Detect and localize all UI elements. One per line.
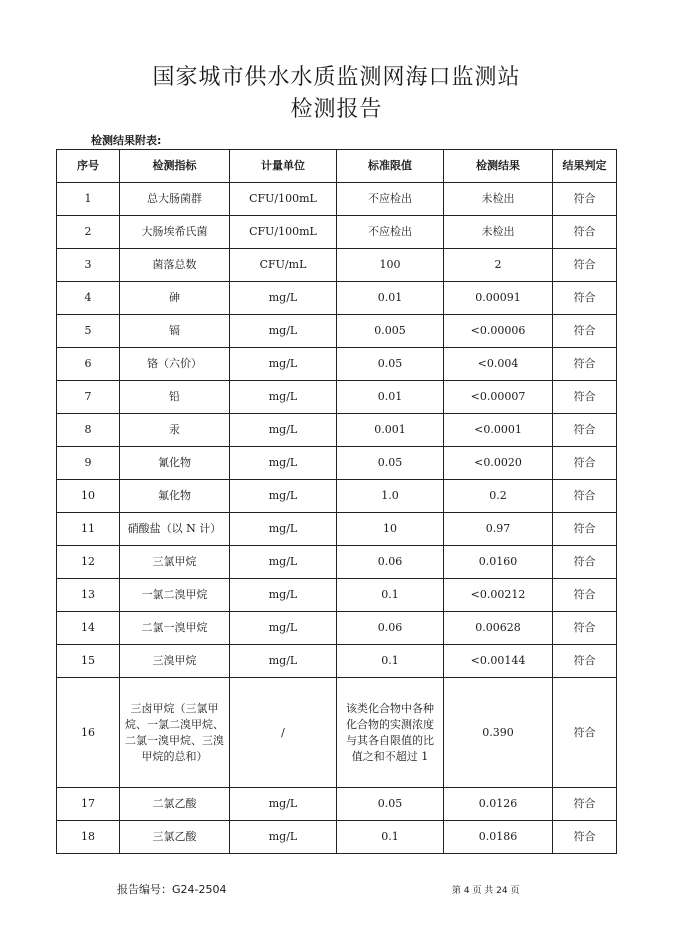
cell-indicator: 二氯乙酸	[120, 788, 230, 821]
cell-index: 9	[57, 447, 120, 480]
table-row	[57, 249, 617, 282]
cell-index: 15	[57, 645, 120, 678]
cell-unit: mg/L	[230, 579, 337, 612]
cell-indicator: 铅	[120, 381, 230, 414]
table-row	[57, 414, 617, 447]
cell-judgement: 符合	[553, 414, 617, 447]
cell-limit: 0.01	[337, 282, 444, 315]
cell-index: 8	[57, 414, 120, 447]
cell-unit: mg/L	[230, 381, 337, 414]
cell-limit: 0.05	[337, 788, 444, 821]
cell-result: 未检出	[444, 216, 553, 249]
table-row	[57, 480, 617, 513]
table-row	[57, 645, 617, 678]
cell-index: 6	[57, 348, 120, 381]
cell-index: 11	[57, 513, 120, 546]
results-table	[56, 149, 617, 854]
cell-result: 未检出	[444, 183, 553, 216]
cell-result: <0.0001	[444, 414, 553, 447]
table-row	[57, 678, 617, 788]
cell-limit: 10	[337, 513, 444, 546]
cell-limit: 0.1	[337, 579, 444, 612]
cell-result: 0.390	[444, 678, 553, 788]
cell-limit: 100	[337, 249, 444, 282]
cell-result: <0.00144	[444, 645, 553, 678]
cell-judgement: 符合	[553, 788, 617, 821]
cell-result: <0.00212	[444, 579, 553, 612]
cell-indicator: 镉	[120, 315, 230, 348]
table-row	[57, 183, 617, 216]
cell-limit: 0.001	[337, 414, 444, 447]
page-info: 第 4 页 共 24 页	[452, 886, 520, 896]
cell-unit: mg/L	[230, 414, 337, 447]
table-row	[57, 546, 617, 579]
cell-indicator: 一氯二溴甲烷	[120, 579, 230, 612]
cell-judgement: 符合	[553, 183, 617, 216]
cell-indicator: 铬（六价）	[120, 348, 230, 381]
cell-judgement: 符合	[553, 249, 617, 282]
cell-indicator: 三溴甲烷	[120, 645, 230, 678]
cell-judgement: 符合	[553, 579, 617, 612]
table-row	[57, 282, 617, 315]
table-row	[57, 216, 617, 249]
cell-indicator: 大肠埃希氏菌	[120, 216, 230, 249]
cell-unit: mg/L	[230, 788, 337, 821]
cell-result: 0.0126	[444, 788, 553, 821]
cell-judgement: 符合	[553, 315, 617, 348]
cell-unit: CFU/100mL	[230, 183, 337, 216]
cell-index: 13	[57, 579, 120, 612]
cell-limit: 0.01	[337, 381, 444, 414]
cell-result: <0.0020	[444, 447, 553, 480]
cell-judgement: 符合	[553, 480, 617, 513]
table-row	[57, 612, 617, 645]
cell-indicator: 氰化物	[120, 447, 230, 480]
table-header-row	[57, 150, 617, 183]
cell-result: <0.00007	[444, 381, 553, 414]
table-body	[57, 183, 617, 854]
cell-indicator: 硝酸盐（以 N 计）	[120, 513, 230, 546]
table-row	[57, 579, 617, 612]
cell-judgement: 符合	[553, 348, 617, 381]
cell-indicator: 三卤甲烷（三氯甲烷、一氯二溴甲烷、二氯一溴甲烷、三溴甲烷的总和）	[120, 678, 230, 788]
cell-result: 0.0186	[444, 821, 553, 854]
table-row	[57, 821, 617, 854]
cell-index: 7	[57, 381, 120, 414]
cell-indicator: 总大肠菌群	[120, 183, 230, 216]
cell-indicator: 砷	[120, 282, 230, 315]
col-header-limit: 标准限值	[337, 150, 444, 183]
cell-unit: CFU/mL	[230, 249, 337, 282]
cell-result: 2	[444, 249, 553, 282]
cell-result: 0.0160	[444, 546, 553, 579]
cell-unit: mg/L	[230, 348, 337, 381]
cell-indicator: 汞	[120, 414, 230, 447]
cell-limit: 该类化合物中各种化合物的实测浓度与其各自限值的比值之和不超过 1	[337, 678, 444, 788]
cell-limit: 0.005	[337, 315, 444, 348]
cell-limit: 0.1	[337, 821, 444, 854]
cell-result: 0.00091	[444, 282, 553, 315]
table-row	[57, 348, 617, 381]
cell-index: 1	[57, 183, 120, 216]
report-title: 国家城市供水水质监测网海口监测站	[152, 65, 521, 90]
cell-limit: 0.06	[337, 546, 444, 579]
cell-indicator: 三氯乙酸	[120, 821, 230, 854]
cell-unit: /	[230, 678, 337, 788]
cell-unit: mg/L	[230, 546, 337, 579]
report-subtitle: 检测报告	[290, 97, 383, 122]
col-header-judgement: 结果判定	[553, 150, 617, 183]
cell-index: 3	[57, 249, 120, 282]
cell-index: 5	[57, 315, 120, 348]
cell-result: 0.97	[444, 513, 553, 546]
cell-index: 10	[57, 480, 120, 513]
cell-indicator: 三氯甲烷	[120, 546, 230, 579]
cell-index: 12	[57, 546, 120, 579]
cell-limit: 不应检出	[337, 216, 444, 249]
cell-unit: mg/L	[230, 282, 337, 315]
table-row	[57, 513, 617, 546]
col-header-unit: 计量单位	[230, 150, 337, 183]
cell-limit: 0.1	[337, 645, 444, 678]
cell-indicator: 二氯一溴甲烷	[120, 612, 230, 645]
cell-index: 4	[57, 282, 120, 315]
cell-limit: 1.0	[337, 480, 444, 513]
cell-unit: mg/L	[230, 480, 337, 513]
cell-judgement: 符合	[553, 546, 617, 579]
cell-judgement: 符合	[553, 821, 617, 854]
cell-unit: mg/L	[230, 447, 337, 480]
cell-unit: mg/L	[230, 612, 337, 645]
cell-result: <0.004	[444, 348, 553, 381]
cell-unit: CFU/100mL	[230, 216, 337, 249]
cell-unit: mg/L	[230, 513, 337, 546]
table-row	[57, 447, 617, 480]
cell-index: 17	[57, 788, 120, 821]
cell-result: 0.2	[444, 480, 553, 513]
table-row	[57, 315, 617, 348]
cell-limit: 不应检出	[337, 183, 444, 216]
cell-result: 0.00628	[444, 612, 553, 645]
cell-result: <0.00006	[444, 315, 553, 348]
cell-judgement: 符合	[553, 216, 617, 249]
cell-judgement: 符合	[553, 282, 617, 315]
cell-judgement: 符合	[553, 381, 617, 414]
cell-index: 16	[57, 678, 120, 788]
col-header-result: 检测结果	[444, 150, 553, 183]
cell-unit: mg/L	[230, 821, 337, 854]
cell-indicator: 菌落总数	[120, 249, 230, 282]
report-number: 报告编号：G24-2504	[117, 883, 227, 896]
cell-limit: 0.06	[337, 612, 444, 645]
cell-limit: 0.05	[337, 348, 444, 381]
cell-index: 14	[57, 612, 120, 645]
cell-index: 2	[57, 216, 120, 249]
cell-judgement: 符合	[553, 513, 617, 546]
cell-judgement: 符合	[553, 645, 617, 678]
cell-indicator: 氟化物	[120, 480, 230, 513]
cell-judgement: 符合	[553, 447, 617, 480]
table-row	[57, 788, 617, 821]
cell-index: 18	[57, 821, 120, 854]
table-row	[57, 381, 617, 414]
cell-judgement: 符合	[553, 612, 617, 645]
cell-limit: 0.05	[337, 447, 444, 480]
cell-unit: mg/L	[230, 645, 337, 678]
cell-unit: mg/L	[230, 315, 337, 348]
cell-judgement: 符合	[553, 678, 617, 788]
appendix-label: 检测结果附表:	[91, 134, 162, 147]
col-header-indicator: 检测指标	[120, 150, 230, 183]
col-header-index: 序号	[57, 150, 120, 183]
